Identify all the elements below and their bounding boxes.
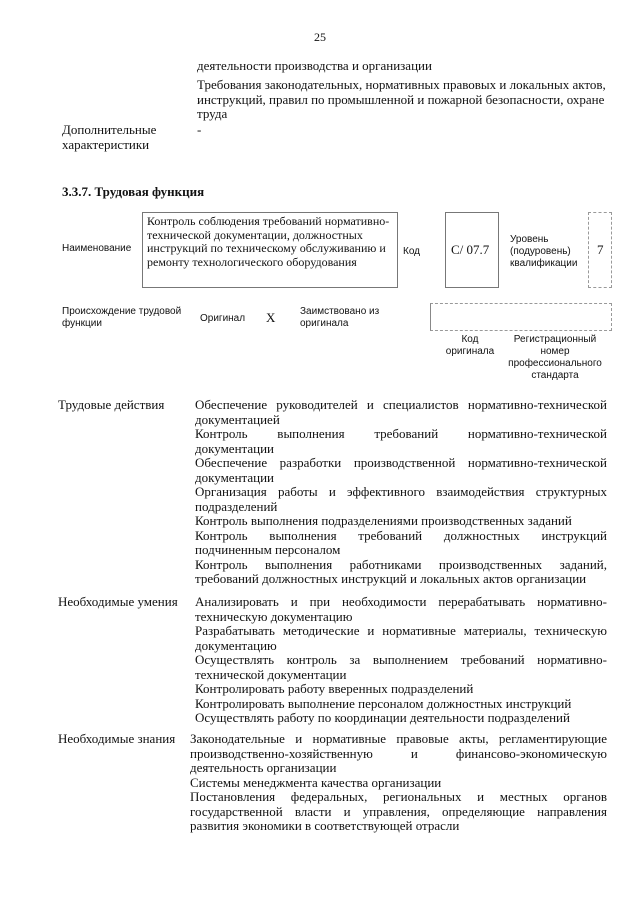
labor-actions-list [195,398,607,587]
knowledge-list [190,732,607,834]
qualification-level-label: Уровень (подуровень) квалификации [510,234,578,269]
code-original-caption: Код оригинала [445,334,495,357]
skills-label: Необходимые умения [58,594,178,609]
origin-label: Происхождение трудовой функции [62,306,182,329]
extra-characteristics-value: - [197,122,202,137]
labor-action-item: Контроль выполнения работниками производственных заданий, требований должностных инструкций и локальных актов организации [195,556,607,586]
name-value: Контроль соблюдения требований нормативно-технической документации, должностных инструкций по техническому обслуживанию и ремонту технологического оборудования [147,214,390,269]
borrowed-label: Заимствовано из оригинала [300,306,380,329]
borrowed-code-box [430,303,612,331]
continuation-line: деятельности производства и организации [197,58,432,73]
knowledge-label: Необходимые знания [58,731,176,746]
knowledge-item: Постановления федеральных, региональных и местных органов государственной власти и управления, определяющие направления развития экономики в соответствующей отрасли [190,789,607,833]
skill-item: Разрабатывать методические и нормативные материалы, техническую документацию [195,623,607,653]
labor-action-item: Контроль выполнения подразделениями производственных заданий [195,513,572,528]
labor-action-item: Контроль выполнения требований должностных инструкций подчиненным персоналом [195,527,607,557]
labor-action-item: Обеспечение руководителей и специалистов нормативно-технической документацией [195,397,607,427]
name-label: Наименование [62,243,132,254]
code-label: Код [403,246,421,257]
labor-actions-label: Трудовые действия [58,397,165,412]
labor-action-item: Обеспечение разработки производственной нормативно-технической документации [195,455,607,485]
page-number: 25 [314,30,326,44]
section-title: 3.3.7. Трудовая функция [62,184,205,199]
requirements-text: Требования законодательных, нормативных правовых и локальных актов, инструкций, правил по промышленной и пожарной безопасности, охране труда [197,77,606,121]
original-mark: X [266,310,276,325]
extra-characteristics-label: Дополнительные характеристики [62,122,157,152]
knowledge-item: Законодательные и нормативные правовые акты, регламентирующие производственно-хозяйственную и финансово-экономическую деятельность организации [190,731,607,775]
knowledge-item: Системы менеджмента качества организации [190,774,442,790]
skill-item: Осуществлять контроль за выполнением требований нормативно-технической документации [195,652,607,682]
original-label: Оригинал [200,313,246,324]
labor-action-item: Контроль выполнения требований нормативно-технической документации [195,426,607,456]
skill-item: Осуществлять работу по координации деятельности подразделений [195,710,570,725]
skill-item: Анализировать и при необходимости перерабатывать нормативно-техническую документацию [195,594,607,624]
registration-number-caption: Регистрационный номер профессионального стандарта [508,334,602,381]
code-value: С/ 07.7 [451,242,490,257]
skill-item: Контролировать выполнение персоналом должностных инструкций [195,695,572,711]
level-value: 7 [597,242,604,257]
skill-item: Контролировать работу вверенных подразделений [195,681,474,696]
skills-list [195,595,607,726]
labor-action-item: Организация работы и эффективного взаимодействия структурных подразделений [195,484,607,514]
